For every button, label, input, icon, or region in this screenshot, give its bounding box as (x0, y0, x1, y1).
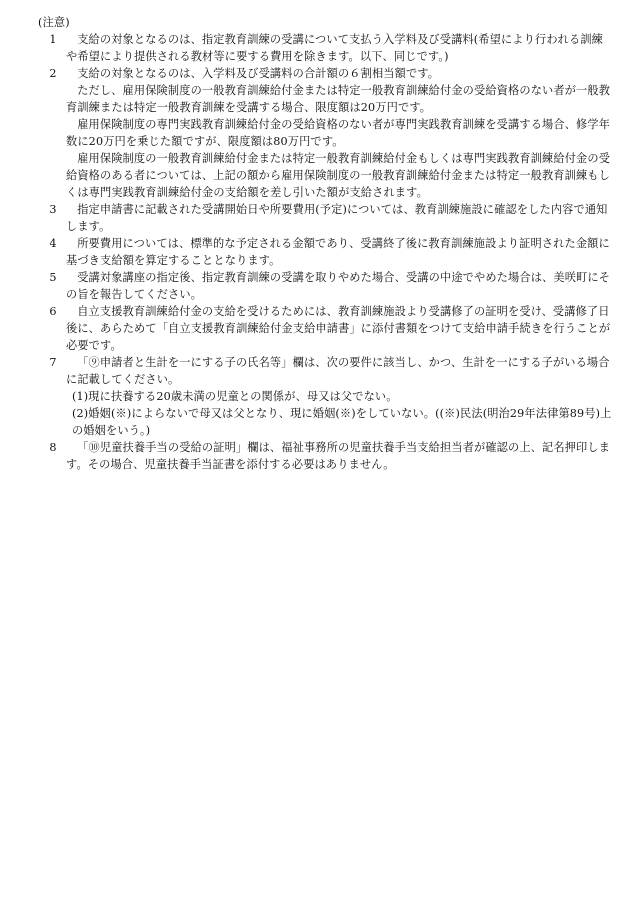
note-item (40, 201, 614, 235)
note-item (40, 439, 614, 473)
note-number: 2 (49, 67, 57, 80)
note-item (40, 303, 614, 354)
note-paragraph: 自立支援教育訓練給付金の支給を受けるためには、教育訓練施設より受講修了の証明を受け、受講修了日後に、あらためて「自立支援教育訓練給付金支給申請書」に添付書類をつけて支給申請手続きを行うことが必要です。 (66, 305, 611, 352)
note-subitem: (2)婚姻(※)によらないで母又は父となり、現に婚姻(※)をしていない。((※)民法(明治29年法律第89号)上の婚姻をいう。) (72, 407, 612, 437)
note-number: 1 (49, 33, 57, 46)
note-body (66, 303, 614, 354)
note-number: 7 (49, 356, 57, 369)
note-item (40, 65, 614, 201)
note-paragraph: 「⑩児童扶養手当の受給の証明」欄は、福祉事務所の児童扶養手当支給担当者が確認の上、記名押印します。その場合、児童扶養手当証書を添付する必要はありません。 (66, 441, 611, 471)
note-body (66, 235, 614, 269)
note-body (66, 31, 614, 65)
notes-list (40, 31, 614, 473)
note-paragraph: 雇用保険制度の専門実践教育訓練給付金の受給資格のない者が専門実践教育訓練を受講する場合、修学年数に20万円を乗じた額ですが、限度額は80万円です。 (66, 118, 611, 148)
note-paragraph: 雇用保険制度の一般教育訓練給付金または特定一般教育訓練給付金もしくは専門実践教育訓練給付金の受給資格のある者については、上記の額から雇用保険制度の一般教育訓練給付金または特定一般教育訓練もしくは専門実践教育訓練給付金の支給額を差し引いた額が支給されます。 (66, 152, 611, 199)
note-paragraph: 指定申請書に記載された受講開始日や所要費用(予定)については、教育訓練施設に確認をした内容で通知します。 (66, 203, 608, 233)
note-paragraph: 所要費用については、標準的な予定される金額であり、受講終了後に教育訓練施設より証明された金額に基づき支給額を算定することとなります。 (66, 237, 610, 267)
note-paragraph: 支給の対象となるのは、指定教育訓練の受講について支払う入学料及び受講料(希望により行われる訓練や希望により提供される教材等に要する費用を除きます。以下、同じです。) (66, 33, 604, 63)
note-number: 6 (49, 305, 57, 318)
note-number: 4 (49, 237, 57, 250)
note-item (40, 31, 614, 65)
note-body (66, 269, 614, 303)
note-paragraph: ただし、雇用保険制度の一般教育訓練給付金または特定一般教育訓練給付金の受給資格のない者が一般教育訓練または特定一般教育訓練を受講する場合、限度額は20万円です。 (66, 84, 611, 114)
note-item (40, 354, 614, 439)
note-body (66, 439, 614, 473)
note-body (66, 354, 614, 439)
note-subitem: (1)現に扶養する20歳未満の児童との関係が、母又は父でない。 (72, 390, 398, 403)
note-body (66, 65, 614, 201)
note-item (40, 235, 614, 269)
note-item (40, 269, 614, 303)
note-number: 5 (49, 271, 57, 284)
note-number: 8 (49, 441, 57, 454)
note-body (66, 201, 614, 235)
note-paragraph: 「⑨申請者と生計を一にする子の氏名等」欄は、次の要件に該当し、かつ、生計を一にする子がいる場合に記載してください。 (66, 356, 610, 386)
note-paragraph: 受講対象講座の指定後、指定教育訓練の受講を取りやめた場合、受講の中途でやめた場合は、美咲町にその旨を報告してください。 (66, 271, 611, 301)
note-number: 3 (49, 203, 57, 216)
notes-heading: (注意) (38, 16, 70, 29)
note-paragraph: 支給の対象となるのは、入学料及び受講料の合計額の６割相当額です。 (77, 67, 440, 80)
